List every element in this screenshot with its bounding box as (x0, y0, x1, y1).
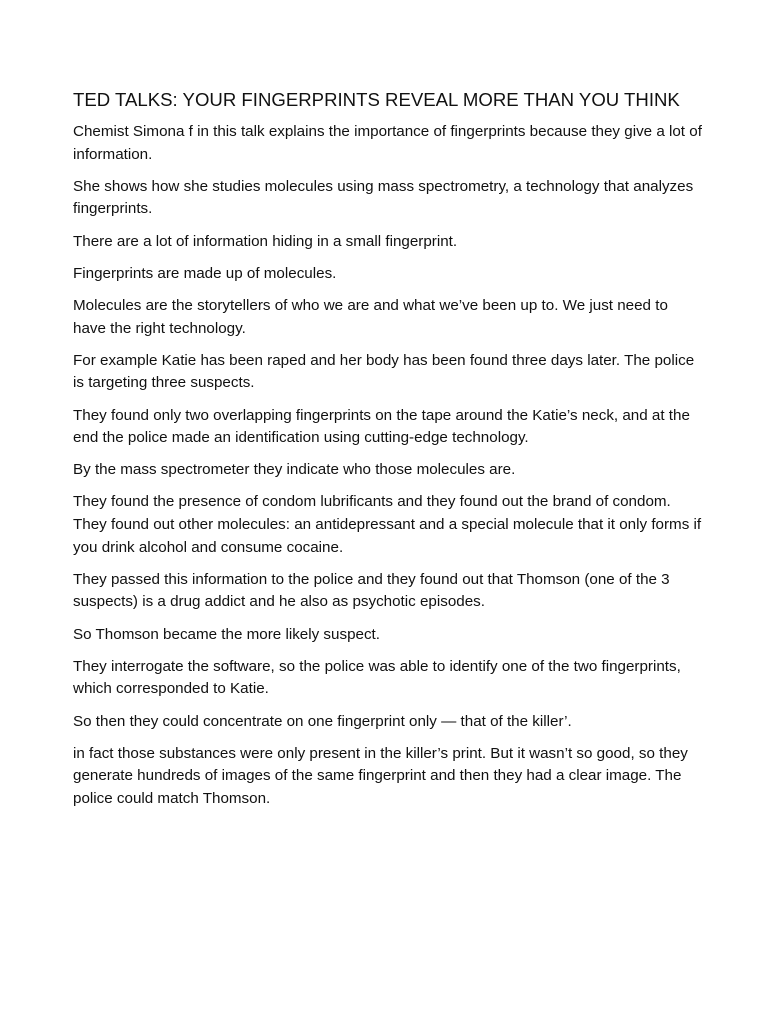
paragraph-7: They found only two overlapping fingerprints on the tape around the Katie’s neck, and at the end the police made an identification using cutting-edge technology. (73, 406, 690, 447)
paragraph-6: For example Katie has been raped and her body has been found three days later. The police is targeting three suspects. (73, 351, 695, 392)
paragraph-12: They interrogate the software, so the police was able to identify one of the two fingerprints, which corresponded to Katie. (73, 657, 681, 698)
paragraph-13: So then they could concentrate on one fingerprint only — that of the killer’. (73, 712, 572, 730)
paragraph-1: Chemist Simona f in this talk explains the importance of fingerprints because they give a lot of information. (73, 123, 702, 163)
document-body (73, 88, 705, 820)
paragraph-14: in fact those substances were only present in the killer’s print. But it wasn’t so good, so they generate hundreds of images of the same fingerprint and then they had a clear image. The police could match Thomson. (73, 744, 688, 807)
paragraph-11: So Thomson became the more likely suspect. (73, 625, 380, 643)
paragraph-5: Molecules are the storytellers of who we are and what we’ve been up to. We just need to have the right technology. (73, 296, 668, 337)
paragraph-4: Fingerprints are made up of molecules. (73, 264, 337, 282)
document-title: TED TALKS: YOUR FINGERPRINTS REVEAL MORE THAN YOU THINK (73, 89, 680, 110)
paragraph-2: She shows how she studies molecules using mass spectrometry, a technology that analyzes fingerprints. (73, 177, 694, 218)
paragraph-8: By the mass spectrometer they indicate who those molecules are. (73, 461, 516, 479)
paragraph-3: There are a lot of information hiding in a small fingerprint. (73, 232, 458, 250)
paragraph-9: They found the presence of condom lubrificants and they found out the brand of condom. They found out other molecules: an antidepressant and a special molecule that it only forms if you drink alcohol and consume cocaine. (73, 493, 702, 556)
paragraph-10: They passed this information to the police and they found out that Thomson (one of the 3 suspects) is a drug addict and he also as psychotic episodes. (73, 570, 670, 611)
